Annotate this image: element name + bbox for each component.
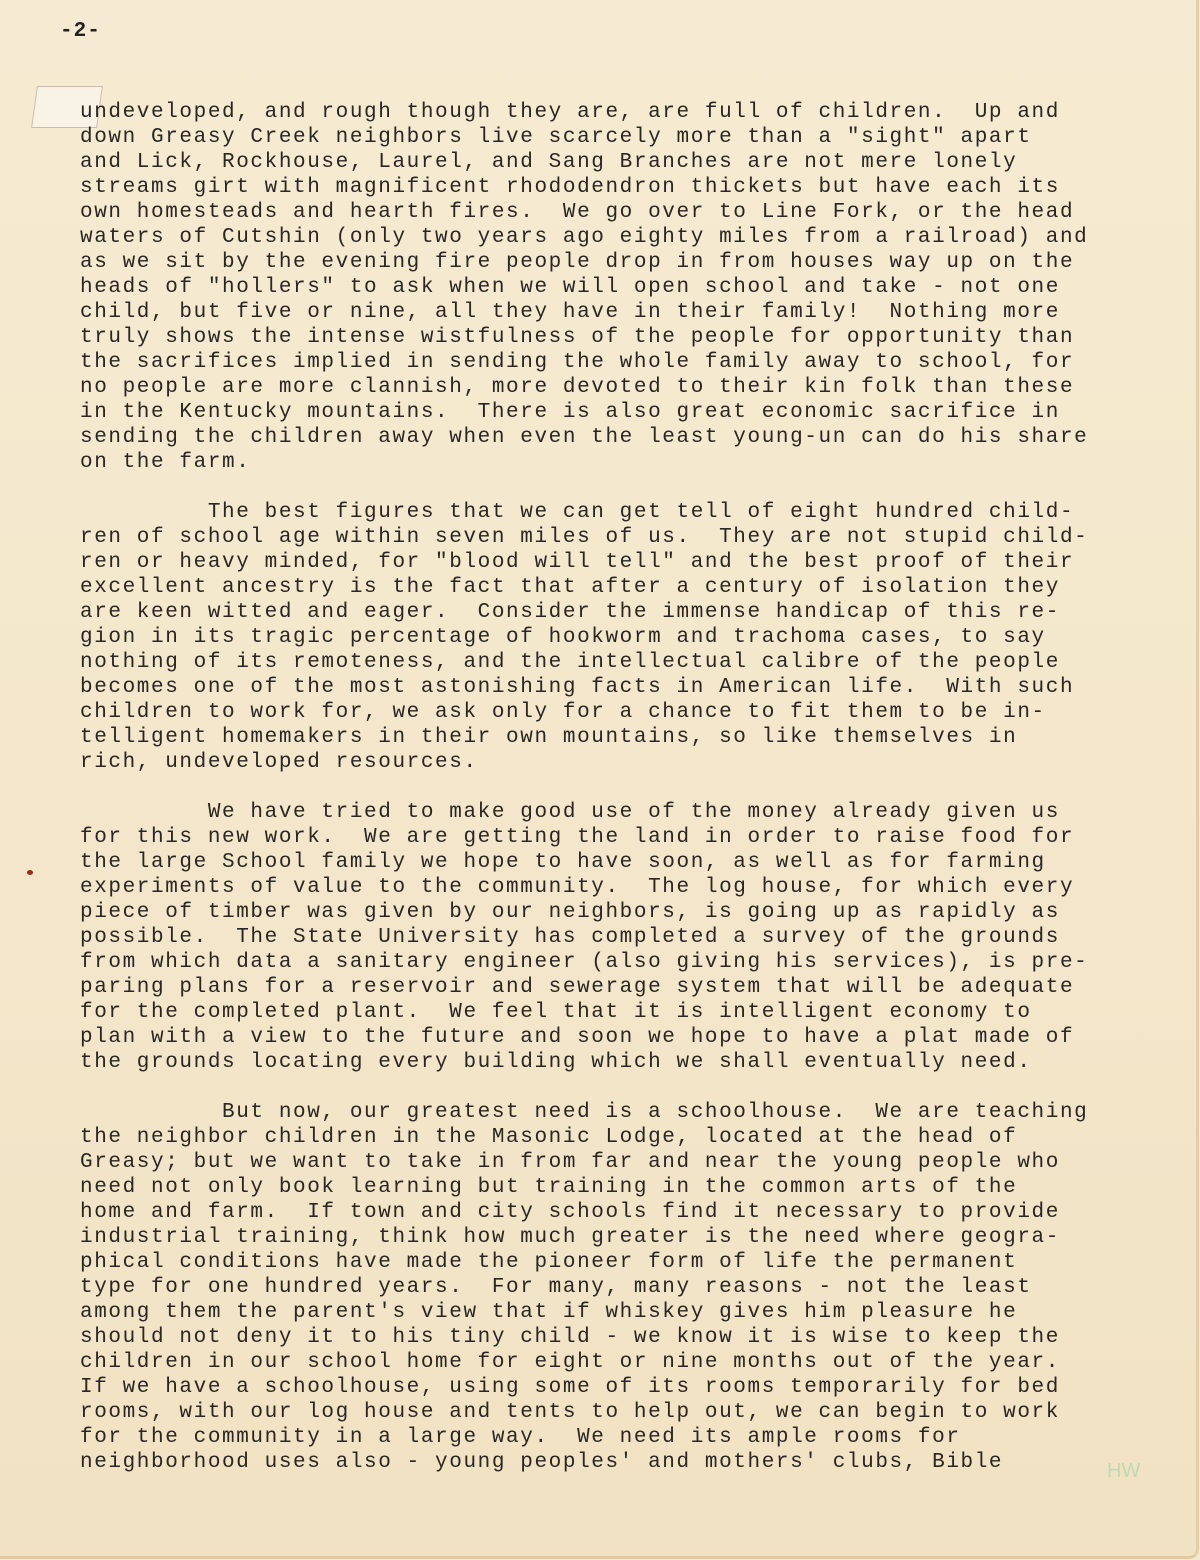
text-line: telligent homemakers in their own mountains, so like themselves in: [80, 726, 1018, 749]
text-line: But now, our greatest need is a schoolhouse. We are teaching: [80, 1101, 1089, 1124]
text-line: in the Kentucky mountains. There is also great economic sacrifice in: [80, 401, 1060, 424]
text-line: heads of "hollers" to ask when we will open school and take - not one: [80, 276, 1060, 299]
text-line: own homesteads and hearth fires. We go over to Line Fork, or the head: [80, 201, 1075, 224]
text-line: phical conditions have made the pioneer form of life the permanent: [80, 1251, 1018, 1274]
text-line: nothing of its remoteness, and the intellectual calibre of the people: [80, 651, 1060, 674]
ink-spot: [27, 870, 33, 875]
text-line: ren or heavy minded, for "blood will tell" and the best proof of their: [80, 551, 1075, 574]
text-line: for this new work. We are getting the land in order to raise food for: [80, 826, 1075, 849]
text-line: truly shows the intense wistfulness of the people for opportunity than: [80, 326, 1075, 349]
text-line: becomes one of the most astonishing facts in American life. With such: [80, 676, 1075, 699]
text-line: child, but five or nine, all they have in their family! Nothing more: [80, 301, 1060, 324]
text-line: piece of timber was given by our neighbors, is going up as rapidly as: [80, 901, 1060, 924]
text-line: the grounds locating every building which we shall eventually need.: [80, 1051, 1032, 1074]
text-line: and Lick, Rockhouse, Laurel, and Sang Branches are not mere lonely: [80, 151, 1018, 174]
text-line: should not deny it to his tiny child - we know it is wise to keep the: [80, 1326, 1060, 1349]
text-line: plan with a view to the future and soon we hope to have a plat made of: [80, 1026, 1075, 1049]
text-line: the neighbor children in the Masonic Lodge, located at the head of: [80, 1126, 1018, 1149]
text-line: If we have a schoolhouse, using some of its rooms temporarily for bed: [80, 1376, 1060, 1399]
watermark: HW: [1107, 1460, 1141, 1482]
text-line: ren of school age within seven miles of us. They are not stupid child-: [80, 526, 1089, 549]
text-line: sending the children away when even the least young-un can do his share: [80, 426, 1089, 449]
typewritten-text: [80, 100, 1088, 1475]
text-line: We have tried to make good use of the money already given us: [80, 801, 1060, 824]
text-line: rich, undeveloped resources.: [80, 751, 478, 774]
text-line: [80, 1075, 1088, 1100]
text-line: no people are more clannish, more devoted to their kin folk than these: [80, 376, 1075, 399]
text-line: the large School family we hope to have soon, as well as for farming: [80, 851, 1046, 874]
text-line: experiments of value to the community. The log house, for which every: [80, 876, 1075, 899]
text-line: are keen witted and eager. Consider the immense handicap of this re-: [80, 601, 1060, 624]
text-line: waters of Cutshin (only two years ago eighty miles from a railroad) and: [80, 226, 1089, 249]
text-line: on the farm.: [80, 451, 251, 474]
text-line: possible. The State University has completed a survey of the grounds: [80, 926, 1060, 949]
text-line: children in our school home for eight or nine months out of the year.: [80, 1351, 1060, 1374]
text-line: from which data a sanitary engineer (also giving his services), is pre-: [80, 951, 1089, 974]
text-line: home and farm. If town and city schools find it necessary to provide: [80, 1201, 1060, 1224]
text-line: [80, 775, 1088, 800]
page-number: -2-: [60, 20, 101, 43]
text-line: The best figures that we can get tell of eight hundred child-: [80, 501, 1075, 524]
text-line: gion in its tragic percentage of hookworm and trachoma cases, to say: [80, 626, 1046, 649]
text-line: paring plans for a reservoir and sewerage system that will be adequate: [80, 976, 1075, 999]
text-line: for the completed plant. We feel that it is intelligent economy to: [80, 1001, 1032, 1024]
text-line: for the community in a large way. We need its ample rooms for: [80, 1426, 961, 1449]
text-line: the sacrifices implied in sending the whole family away to school, for: [80, 351, 1075, 374]
text-line: undeveloped, and rough though they are, are full of children. Up and: [80, 101, 1060, 124]
text-line: rooms, with our log house and tents to help out, we can begin to work: [80, 1401, 1060, 1424]
text-line: as we sit by the evening fire people drop in from houses way up on the: [80, 251, 1075, 274]
text-line: type for one hundred years. For many, many reasons - not the least: [80, 1276, 1032, 1299]
text-line: need not only book learning but training in the common arts of the: [80, 1176, 1018, 1199]
text-line: [80, 475, 1088, 500]
text-line: Greasy; but we want to take in from far and near the young people who: [80, 1151, 1060, 1174]
text-line: children to work for, we ask only for a chance to fit them to be in-: [80, 701, 1046, 724]
text-line: neighborhood uses also - young peoples' and mothers' clubs, Bible: [80, 1451, 1004, 1474]
text-line: down Greasy Creek neighbors live scarcely more than a "sight" apart: [80, 126, 1032, 149]
text-line: among them the parent's view that if whiskey gives him pleasure he: [80, 1301, 1018, 1324]
text-line: streams girt with magnificent rhododendron thickets but have each its: [80, 176, 1060, 199]
text-line: industrial training, think how much greater is the need where geogra-: [80, 1226, 1060, 1249]
text-line: excellent ancestry is the fact that after a century of isolation they: [80, 576, 1060, 599]
